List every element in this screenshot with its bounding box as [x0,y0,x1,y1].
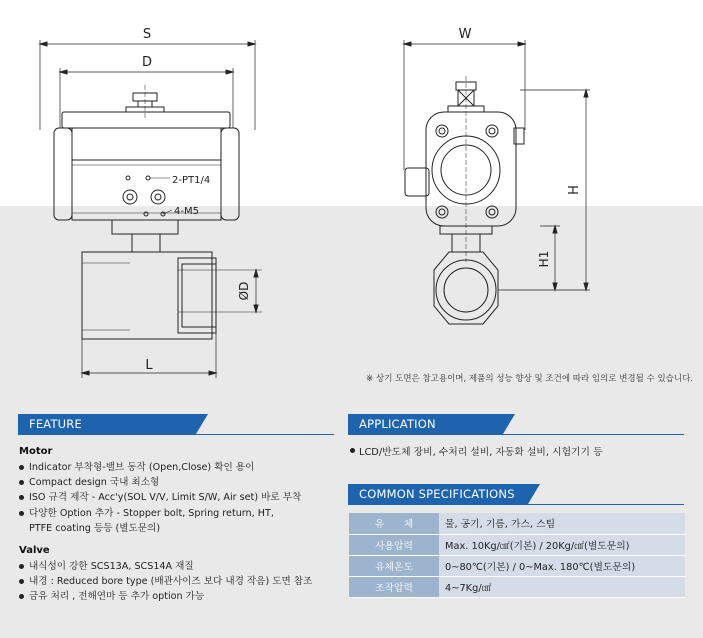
spec-value: 물, 공기, 기름, 가스, 스팀 [439,513,685,534]
list-item [18,490,301,505]
feature-header [18,414,334,434]
application-text: LCD/반도체 장비, 수처리 설비, 자동화 설비, 시험기기 등 [349,444,603,458]
valve-item-text: 내경 : Reduced bore type (배관사이즈 보다 내경 작음) 도면 참조 [29,576,313,588]
table-row [349,534,685,555]
port-m5-label: 4-M5 [174,206,199,217]
spec-table [349,513,685,598]
front-view-drawing [40,40,262,378]
application-title: APPLICATION [348,414,503,434]
valve-item-text: 내식성이 강한 SCS13A, SCS14A 재질 [29,561,194,572]
feature-title: FEATURE [18,414,196,434]
application-header-tail [503,414,515,434]
dim-d-label: D [141,55,153,70]
dim-w-label: W [458,27,472,42]
port-pt-label: 2-PT1/4 [172,175,211,186]
list-item [18,589,312,604]
dim-h1-label: H1 [537,250,551,268]
table-row [349,576,685,597]
application-header-rule [348,434,684,435]
table-row [349,555,685,576]
valve-list [18,559,312,605]
dim-l-label: L [145,358,153,373]
spec-value: Max. 10Kg/㎠(기본) / 20Kg/㎠(별도문의) [439,534,685,555]
motor-title: Motor [19,446,53,457]
spec-label: 사용압력 [349,534,439,555]
spec-value: 0~80℃(기본) / 0~Max. 180℃(별도문의) [439,555,685,576]
list-item [18,475,301,490]
feature-header-rule [18,434,334,435]
motor-item-continuation: PTFE coating 등등 (별도문의) [29,522,161,534]
spec-value: 4~7Kg/㎠ [439,576,685,597]
feature-header-tail [196,414,208,434]
dim-phi-d-label: ØD [237,281,251,301]
application-header [348,414,684,434]
dim-h-label: H [567,185,582,195]
table-row [349,513,685,534]
specs-header [348,484,684,504]
motor-item-text: Indicator 부착형-밸브 동작 (Open,Close) 확인 용이 [29,462,255,473]
specs-header-tail [528,484,540,504]
reference-note: ※ 상기 도면은 참고용이며, 제품의 성능 향상 및 조건에 따라 임의로 변경될 수 있습니다. [366,374,693,384]
valve-title: Valve [19,545,50,556]
spec-label: 유 체 [349,513,439,534]
side-view-drawing [404,40,590,324]
motor-item-text: 다양한 Option 추가 - Stopper bolt, Spring return, HT, [29,507,274,519]
specs-title: COMMON SPECIFICATIONS [348,484,528,504]
motor-item-text: Compact design 국내 최소형 [29,477,160,489]
motor-list [18,460,301,536]
list-item [18,506,301,536]
spec-label: 조작압력 [349,576,439,597]
dim-s-label: S [142,27,152,42]
valve-item-text: 금유 처리 , 전해연마 등 추가 option 가능 [29,591,205,603]
motor-item-text: ISO 규격 제작 - Acc'y(SOL V/V, Limit S/W, Air set) 바로 부착 [29,492,302,504]
list-item [18,460,301,475]
specs-header-rule [348,504,684,505]
spec-label: 유체온도 [349,555,439,576]
list-item [18,559,312,574]
list-item [18,574,312,589]
